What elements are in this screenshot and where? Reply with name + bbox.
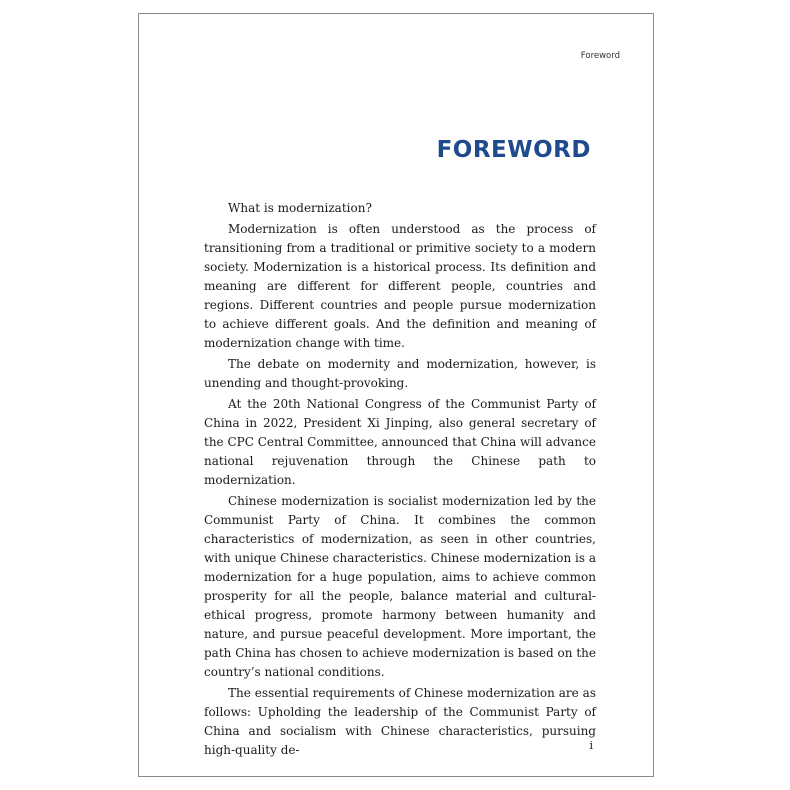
paragraph: Chinese modernization is socialist modernization led by the Communist Party of China. It combines the common characteristics of modernization, as seen in other countries, with unique Chinese characteristics. Chinese modernization is a modernization for a huge population, aims to achieve common prosperity for all the people, balance material and cultural-ethical progress, promote harmony between humanity and nature, and pursue peaceful development. More important, the path China has chosen to achieve modernization is based on the country’s national conditions. — [204, 494, 596, 679]
book-page — [138, 13, 654, 777]
page-number: i — [589, 739, 593, 752]
paragraph: Modernization is often understood as the process of transitioning from a traditional or primitive society to a modern society. Modernization is a historical process. Its definition and meaning are different for different people, countries and regions. Different countries and people pursue modernization to achieve different goals. And the definition and meaning of modernization change with time. — [204, 222, 596, 350]
page-title: FOREWORD — [436, 137, 591, 163]
running-head: Foreword — [580, 51, 620, 61]
paragraph: What is modernization? — [228, 201, 372, 215]
body-text — [204, 199, 596, 762]
paragraph: The debate on modernity and modernization, however, is unending and thought-provoking. — [204, 357, 596, 390]
paragraph: The essential requirements of Chinese modernization are as follows: Upholding the leadership of the Communist Party of China and socialism with Chinese characteristics, pursuing high-quality de- — [204, 686, 596, 757]
paragraph: At the 20th National Congress of the Communist Party of China in 2022, President Xi Jinping, also general secretary of the CPC Central Committee, announced that China will advance national rejuvenation through the Chinese path to modernization. — [204, 397, 596, 487]
